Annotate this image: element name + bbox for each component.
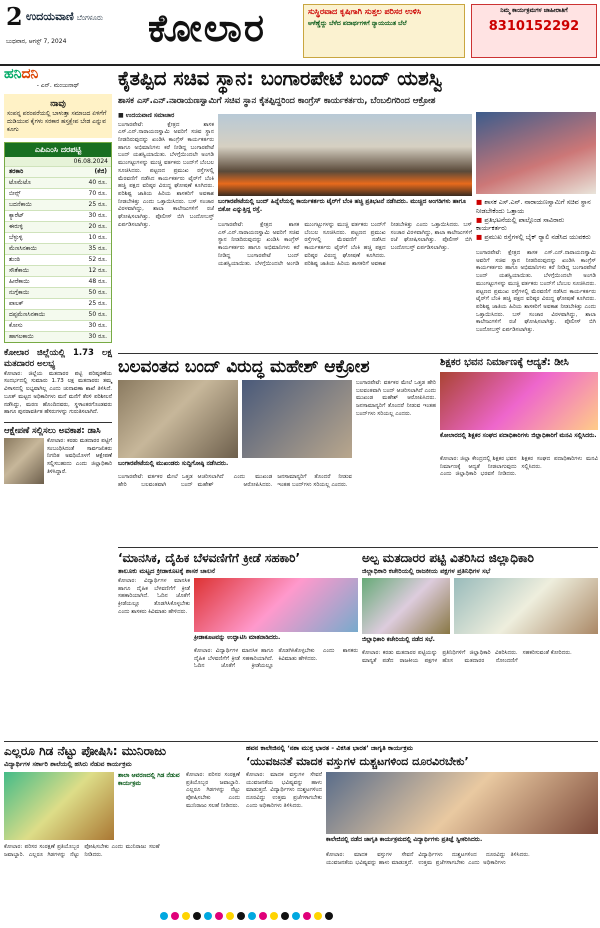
print-mark bbox=[182, 912, 190, 920]
print-mark bbox=[314, 912, 322, 920]
column-logo: ಹನಿದನಿ bbox=[4, 66, 39, 82]
left-column bbox=[4, 66, 112, 484]
rate-price: 10 ರೂ. bbox=[88, 234, 107, 242]
print-mark bbox=[325, 912, 333, 920]
rate-item: ಪಾಲಕ್ bbox=[9, 300, 24, 308]
rate-row bbox=[5, 221, 111, 232]
column-byline: - ಎನ್. ಮಂಜುನಾಥ್ bbox=[36, 82, 80, 89]
story3-caption: ಕೋಲಾರದಲ್ಲಿ ಶಿಕ್ಷಕರ ಸಂಘದ ಪದಾಧಿಕಾರಿಗಳು ಜಿಲ್ಲಾಧಿಕಾರಿಗೆ ಮನವಿ ಸಲ್ಲಿಸಿದರು. bbox=[440, 432, 597, 439]
story2-body-cont: ಬಂಗಾರಪೇಟೆ: ವರ್ತಕರ ಮೇಲೆ ಒತ್ತಡ ಹೇರಿ ಬಲವಂತವಾಗಿ ಬಂದ್ ಆಚರಿಸಲಾಗಿದೆ ಎಂದು ಮುಖಂಡ ಮಹೇಶ್ ಆರೋಪಿಸಿದರು. ಜನಸಾಮಾನ್ಯರಿಗೆ ತೊಂದರೆ ನೀಡುವ ಇಂತಹ ಬಂದ್‌ಗಳು ಸರಿಯಲ್ಲ ಎಂದರು. bbox=[118, 474, 352, 488]
objection-body: ಕೋಲಾರ: ಕರಡು ಮತದಾರರ ಪಟ್ಟಿಗೆ ಸಂಬಂಧಿಸಿದಂತೆ ಸಾರ್ವಜನಿಕರು ನಿಗದಿತ ಅವಧಿಯೊಳಗೆ ಆಕ್ಷೇಪಣೆ ಸಲ್ಲಿಸಬಹುದು ಎಂದು ಜಿಲ್ಲಾಧಿಕಾರಿ ತಿಳಿಸಿದ್ದಾರೆ. bbox=[47, 438, 112, 475]
dateline: ಬುಧವಾರ, ಆಗಸ್ಟ್ 7, 2024 bbox=[6, 38, 67, 45]
rate-price: 30 ರೂ. bbox=[88, 212, 107, 220]
story3-photo bbox=[440, 372, 598, 430]
paper-name: ಉದಯವಾಣಿ ಬೆಂಗಳೂರು bbox=[26, 10, 103, 23]
advert-tagline: ಆಳೆಣ್ಣೆದ್ದು ಬೆಳೆದ ಪದಾರ್ಥಗಳಿಗೆ ನ್ಯಾಯಯುತ ಬೆಲೆ bbox=[308, 20, 407, 27]
rate-price: 52 ರೂ. bbox=[88, 256, 107, 264]
page-number: 2 bbox=[6, 2, 23, 31]
print-mark bbox=[193, 912, 201, 920]
story3-headline: ಶಿಕ್ಷಕರ ಭವನ ನಿರ್ಮಾಣಕ್ಕೆ ಆದ್ಯತೆ: ಡೀಸಿ bbox=[440, 357, 569, 368]
rate-item: ಹೀರೆಕಾಯಿ bbox=[9, 278, 30, 286]
story6-body-side: ಕೋಲಾರ: ಪರಿಸರ ಸಂರಕ್ಷಣೆ ಪ್ರತಿಯೊಬ್ಬರ ಜವಾಬ್ದಾರಿ. ಎಲ್ಲರೂ ಗಿಡಗಳನ್ನು ನೆಟ್ಟು ಪೋಷಿಸಬೇಕು ಎಂದು ಮುನಿರಾಜು ಸಲಹೆ ನೀಡಿದರು. bbox=[186, 772, 240, 809]
voters-headline: ಕೋಲಾರ ಜಿಲ್ಲೆಯಲ್ಲಿ 1.73 ಲಕ್ಷ ಮತದಾರರ ಅಲಭ್ಯ bbox=[4, 348, 112, 369]
divider bbox=[4, 741, 598, 742]
objection-headline: ಆಕ್ಷೇಪಣೆ ಸಲ್ಲಿಸಲು ಅವಕಾಶ: ಡಾಸಿ bbox=[4, 425, 101, 436]
story7-headline: ‘ಯುವಜನತೆ ಮಾದಕ ವಸ್ತುಗಳ ದುಶ್ಚಟಗಳಿಂದ ದೂರವಿರಬೇಕು’ bbox=[246, 755, 469, 768]
rate-table-title: ಎಪಿಎಂಸಿ ದರಪಟ್ಟಿ bbox=[5, 143, 111, 157]
story6-headline: ಎಲ್ಲರೂ ಗಿಡ ನೆಟ್ಟು ಪೋಷಿಸಿ: ಮುನಿರಾಜು bbox=[4, 744, 167, 758]
story4-caption: ಕ್ರೀಡಾಕೂಟವನ್ನು ಉದ್ಘಾಟಿಸಿ ಮಾತನಾಡಿದರು. bbox=[194, 634, 281, 641]
official-photo bbox=[4, 438, 44, 484]
poem-heading: ನಾವು bbox=[50, 99, 66, 109]
divider bbox=[118, 547, 598, 548]
rate-row bbox=[5, 331, 111, 342]
story4-subhead: ತಾಲೂಕು ಮಟ್ಟದ ಕ್ರೀಡಾಕೂಟಕ್ಕೆ ಶಾಸಕ ಚಾಲನೆ bbox=[118, 567, 216, 575]
side-photo bbox=[476, 112, 596, 194]
objection-story bbox=[4, 422, 112, 484]
story5-photo bbox=[362, 578, 450, 634]
story2-photo-2 bbox=[242, 380, 352, 458]
rate-row bbox=[5, 188, 111, 199]
rate-price: 25 ರೂ. bbox=[88, 201, 107, 209]
print-mark bbox=[270, 912, 278, 920]
lead-body: ■ ಉದಯವಾಣಿ ಸಮಾಚಾರ ಬಂಗಾರಪೇಟೆ: ಕ್ಷೇತ್ರದ ಶಾಸಕ ಎಸ್.ಎನ್.ನಾರಾಯಣಸ್ವಾಮಿ ಅವರಿಗೆ ಸಚಿವ ಸ್ಥಾನ ನೀಡದಿರುವುದನ್ನು ಖಂಡಿಸಿ ಕಾಂಗ್ರೆಸ್ ಕಾರ್ಯಕರ್ತರು ಹಾಗೂ ಅಭಿಮಾನಿಗಳು ಕರೆ ನೀಡಿದ್ದ ಬಂಗಾರಪೇಟೆ ಬಂದ್ ಯಶಸ್ವಿಯಾಯಿತು. ಬೆಳಗ್ಗೆಯಿಂದಲೇ ಅಂಗಡಿ ಮುಂಗಟ್ಟುಗಳನ್ನು ಮುಚ್ಚಿ ವರ್ತಕರು ಬಂದ್‌ಗೆ ಬೆಂಬಲ ಸೂಚಿಸಿದರು. ಪಟ್ಟಣದ ಪ್ರಮುಖ ರಸ್ತೆಗಳಲ್ಲಿ ಮೆರವಣಿಗೆ ನಡೆಸಿದ ಕಾರ್ಯಕರ್ತರು ಟೈರ್‌ಗೆ ಬೆಂಕಿ ಹಚ್ಚಿ ಪಕ್ಷದ ವರಿಷ್ಠರ ವಿರುದ್ಧ ಘೋಷಣೆ ಕೂಗಿದರು. ಪರಿಶಿಷ್ಟ ಜಾತಿಯ ಹಿರಿಯ ಶಾಸಕರಿಗೆ ಅವಕಾಶ ನೀಡಬೇಕಿತ್ತು ಎಂದು ಒತ್ತಾಯಿಸಿದರು. ಬಸ್ ಸಂಚಾರ ವಿರಳವಾಗಿದ್ದು, ಶಾಲಾ ಕಾಲೇಜುಗಳಿಗೆ ರಜೆ ಘೋಷಿಸಲಾಗಿತ್ತು. ಪೊಲೀಸ್ ಬಿಗಿ ಬಂದೋಬಸ್ತ್ ಏರ್ಪಡಿಸಲಾಗಿತ್ತು. bbox=[118, 112, 214, 228]
rate-item: ನುಗ್ಗೆಕಾಯಿ bbox=[9, 289, 30, 297]
lead-side-bullets bbox=[476, 198, 596, 242]
story5-body: ಕೋಲಾರ: ಕರಡು ಮತದಾರರ ಪಟ್ಟಿಯನ್ನು ಮಾನ್ಯತೆ ಪಡೆದ ರಾಜಕೀಯ ಪಕ್ಷಗಳ ಪ್ರತಿನಿಧಿಗಳಿಗೆ ಜಿಲ್ಲಾಧಿಕಾರಿ ವಿತರಿಸಿದರು. ಹೊಸ ಮತದಾರರ ನೋಂದಣಿಗೆ ಸಹಕರಿಸುವಂತೆ ಕೋರಿದರು. bbox=[362, 650, 572, 664]
rate-item: ಸೌತೆಕಾಯಿ bbox=[9, 267, 30, 275]
story4-body: ಕೋಲಾರ: ವಿದ್ಯಾರ್ಥಿಗಳ ಮಾನಸಿಕ ಹಾಗೂ ದೈಹಿಕ ಬೆಳವಣಿಗೆಗೆ ಕ್ರೀಡೆ ಸಹಕಾರಿಯಾಗಿದೆ. ಓದಿನ ಜೊತೆಗೆ ಕ್ರೀಡೆಯಲ್ಲೂ ತೊಡಗಿಸಿಕೊಳ್ಳಬೇಕು ಎಂದು ಶಾಸಕರು ಕಿವಿಮಾತು ಹೇಳಿದರು. bbox=[118, 578, 190, 615]
rate-row bbox=[5, 232, 111, 243]
rate-price: 48 ರೂ. bbox=[88, 278, 107, 286]
story4-photo bbox=[194, 578, 358, 632]
rate-price: 30 ರೂ. bbox=[88, 322, 107, 330]
bullet-item: ■ ಪ್ರತಿಭಟನೆಯಲ್ಲಿ ಪಾಲ್ಗೊಂಡ ಸಾವಿರಾರು ಕಾರ್ಯಕರ್ತರು bbox=[476, 215, 565, 233]
lead-body-side: ಬಂಗಾರಪೇಟೆ: ಕ್ಷೇತ್ರದ ಶಾಸಕ ಎಸ್.ಎನ್.ನಾರಾಯಣಸ್ವಾಮಿ ಅವರಿಗೆ ಸಚಿವ ಸ್ಥಾನ ನೀಡದಿರುವುದನ್ನು ಖಂಡಿಸಿ ಕಾಂಗ್ರೆಸ್ ಕಾರ್ಯಕರ್ತರು ಹಾಗೂ ಅಭಿಮಾನಿಗಳು ಕರೆ ನೀಡಿದ್ದ ಬಂಗಾರಪೇಟೆ ಬಂದ್ ಯಶಸ್ವಿಯಾಯಿತು. ಬೆಳಗ್ಗೆಯಿಂದಲೇ ಅಂಗಡಿ ಮುಂಗಟ್ಟುಗಳನ್ನು ಮುಚ್ಚಿ ವರ್ತಕರು ಬಂದ್‌ಗೆ ಬೆಂಬಲ ಸೂಚಿಸಿದರು. ಪಟ್ಟಣದ ಪ್ರಮುಖ ರಸ್ತೆಗಳಲ್ಲಿ ಮೆರವಣಿಗೆ ನಡೆಸಿದ ಕಾರ್ಯಕರ್ತರು ಟೈರ್‌ಗೆ ಬೆಂಕಿ ಹಚ್ಚಿ ಪಕ್ಷದ ವರಿಷ್ಠರ ವಿರುದ್ಧ ಘೋಷಣೆ ಕೂಗಿದರು. ಪರಿಶಿಷ್ಟ ಜಾತಿಯ ಹಿರಿಯ ಶಾಸಕರಿಗೆ ಅವಕಾಶ ನೀಡಬೇಕಿತ್ತು ಎಂದು ಒತ್ತಾಯಿಸಿದರು. ಬಸ್ ಸಂಚಾರ ವಿರಳವಾಗಿದ್ದು, ಶಾಲಾ ಕಾಲೇಜುಗಳಿಗೆ ರಜೆ ಘೋಷಿಸಲಾಗಿತ್ತು. ಪೊಲೀಸ್ ಬಿಗಿ ಬಂದೋಬಸ್ತ್ ಏರ್ಪಡಿಸಲಾಗಿತ್ತು. bbox=[476, 250, 596, 334]
rate-table-date: 06.08.2024 bbox=[5, 157, 111, 166]
edition: ಬೆಂಗಳೂರು bbox=[76, 14, 103, 22]
print-mark bbox=[204, 912, 212, 920]
advert-phone: 8310152292 bbox=[488, 19, 580, 34]
rate-item: ಮೆಣಸಿನಕಾಯಿ bbox=[9, 245, 37, 253]
story4-headline: ‘ಮಾನಸಿಕ, ದೈಹಿಕ ಬೆಳವಣಿಗೆಗೆ ಕ್ರೀಡೆ ಸಹಕಾರಿ’ bbox=[118, 551, 301, 565]
story5-headline: ಅಲ್ಪ ಮತದಾರರ ಪಟ್ಟಿ ವಿತರಿಸಿದ ಜಿಲ್ಲಾಧಿಕಾರಿ bbox=[362, 551, 534, 565]
voters-body: ಕೋಲಾರ: ಜಿಲ್ಲೆಯ ಮತದಾರರ ಪಟ್ಟಿ ಪರಿಷ್ಕರಣೆಯ ಸಂದರ್ಭದಲ್ಲಿ ಸುಮಾರು 1.73 ಲಕ್ಷ ಮತದಾರರು ತಮ್ಮ ವಿಳಾಸದಲ್ಲಿ ಲಭ್ಯವಾಗಿಲ್ಲ ಎಂದು ಚುನಾವಣಾ ಶಾಖೆ ತಿಳಿಸಿದೆ. ಬೂತ್ ಮಟ್ಟದ ಅಧಿಕಾರಿಗಳು ಮನೆ ಮನೆಗೆ ತೆರಳಿ ಪರಿಶೀಲನೆ ನಡೆಸಿದ್ದು, ಮರಣ ಹೊಂದಿದವರು, ಸ್ಥಳಾಂತರಗೊಂಡವರು ಹಾಗೂ ಪುನರಾವರ್ತಿತ ಹೆಸರುಗಳನ್ನು ಗುರುತಿಸಲಾಗಿದೆ. bbox=[4, 370, 112, 416]
print-mark bbox=[171, 912, 179, 920]
rate-item: ಈರುಳ್ಳಿ bbox=[9, 223, 23, 231]
print-mark bbox=[215, 912, 223, 920]
story6-body: ಕೋಲಾರ: ಪರಿಸರ ಸಂರಕ್ಷಣೆ ಪ್ರತಿಯೊಬ್ಬರ ಜವಾಬ್ದಾರಿ. ಎಲ್ಲರೂ ಗಿಡಗಳನ್ನು ನೆಟ್ಟು ಪೋಷಿಸಬೇಕು ಎಂದು ಮುನಿರಾಜು ಸಲಹೆ ನೀಡಿದರು. bbox=[4, 844, 160, 858]
advert-headline: ಸುಸ್ಥಿರವಾದ ಕೃಷಿಗಾಗಿ ಸುತ್ತಲ ಪರಿಸರ ಉಳಿಸಿ bbox=[308, 7, 422, 16]
rate-row bbox=[5, 254, 111, 265]
print-mark bbox=[281, 912, 289, 920]
rate-price: 30 ರೂ. bbox=[88, 333, 107, 341]
rate-item: ಹಾಗಲಕಾಯಿ bbox=[9, 333, 34, 341]
rate-row bbox=[5, 210, 111, 221]
rate-row bbox=[5, 243, 111, 254]
rate-row bbox=[5, 309, 111, 320]
story2-headline: ಬಲವಂತದ ಬಂದ್ ವಿರುದ್ಧ ಮಹೇಶ್ ಆಕ್ರೋಶ bbox=[118, 357, 370, 377]
apmc-rate-table bbox=[4, 142, 112, 343]
rate-price: 35 ರೂ. bbox=[88, 245, 107, 253]
rate-price: 50 ರೂ. bbox=[88, 311, 107, 319]
print-mark bbox=[292, 912, 300, 920]
rate-row bbox=[5, 199, 111, 210]
rate-row bbox=[5, 287, 111, 298]
rate-price: 40 ರೂ. bbox=[88, 179, 107, 187]
story6-subhead: ವಿದ್ಯಾರ್ಥಿಗಳ ಸರ್ಕಾರಿ ಶಾಲೆಯಲ್ಲಿ ಹಸಿರು ನೆಡುವ ಕಾರ್ಯಕ್ರಮ bbox=[4, 760, 132, 768]
rate-item: ಕ್ಯಾರೆಟ್ bbox=[9, 212, 24, 220]
bullet-item: ■ ಪ್ರಮುಖ ರಸ್ತೆಗಳಲ್ಲಿ ಬೈಕ್ ರ್‍ಯಾಲಿ ನಡೆಸಿದ ಯುವಕರು bbox=[476, 233, 591, 242]
rate-row bbox=[5, 298, 111, 309]
print-mark bbox=[226, 912, 234, 920]
rate-row bbox=[5, 265, 111, 276]
rate-price: 50 ರೂ. bbox=[88, 289, 107, 297]
rate-row bbox=[5, 320, 111, 331]
bandh-photo bbox=[218, 114, 472, 196]
rate-price: 20 ರೂ. bbox=[88, 223, 107, 231]
advert-headline: ನಿಮ್ಮ ಕಾರ್ಯಕ್ರಮಗಳ ಜಾಹೀರಾತಿಗೆ bbox=[500, 7, 568, 14]
poem-strip bbox=[4, 94, 112, 138]
story7-body-cont: ಕೋಲಾರ: ಮಾದಕ ವಸ್ತುಗಳ ಸೇವನೆ ಯುವಜನತೆಯ ಭವಿಷ್ಯವನ್ನು ಹಾಳು ಮಾಡುತ್ತದೆ. ವಿದ್ಯಾರ್ಥಿಗಳು ದುಶ್ಚಟಗಳಿಂದ ದೂರವಿದ್ದು ಉತ್ತಮ ಪ್ರಜೆಗಳಾಗಬೇಕು ಎಂದು ಅಧಿಕಾರಿಗಳು ತಿಳಿಸಿದರು. bbox=[326, 852, 530, 866]
story6-caption: ಶಾಲಾ ಆವರಣದಲ್ಲಿ ಗಿಡ ನೆಡುವ ಕಾರ್ಯಕ್ರಮ bbox=[118, 772, 180, 787]
rate-item: ಬೆಳ್ಳುಳ್ಳಿ bbox=[9, 234, 23, 242]
story2-photo bbox=[118, 380, 238, 458]
rate-table-header: ತರಕಾರಿ (ಕೆಜಿ) bbox=[5, 166, 111, 177]
story5-photo-2 bbox=[454, 578, 598, 634]
advert-farming bbox=[303, 4, 465, 58]
story3-body: ಕೋಲಾರ: ಜಿಲ್ಲಾ ಕೇಂದ್ರದಲ್ಲಿ ಶಿಕ್ಷಕರ ಭವನ ನಿರ್ಮಾಣಕ್ಕೆ ಆದ್ಯತೆ ನೀಡಲಾಗುವುದು ಎಂದು ಜಿಲ್ಲಾಧಿಕಾರಿ ಭರವಸೆ ನೀಡಿದರು. ಶಿಕ್ಷಕರ ಸಂಘದ ಪದಾಧಿಕಾರಿಗಳು ಮನವಿ ಸಲ್ಲಿಸಿದರು. bbox=[440, 456, 598, 478]
story7-photo bbox=[326, 772, 598, 834]
print-mark bbox=[237, 912, 245, 920]
voters-story bbox=[4, 348, 112, 417]
divider bbox=[118, 353, 598, 354]
advert-contact bbox=[471, 4, 597, 58]
print-registration-marks bbox=[160, 912, 440, 922]
rate-item: ಟೊಮೆಟೊ bbox=[9, 179, 31, 187]
lead-headline: ಕೈತಪ್ಪಿದ ಸಚಿವ ಸ್ಥಾನ: ಬಂಗಾರಪೇಟೆ ಬಂದ್ ಯಶಸ್ವಿ bbox=[118, 67, 443, 90]
rate-item: ಕೋಸು bbox=[9, 322, 23, 330]
rate-price: 12 ರೂ. bbox=[88, 267, 107, 275]
rate-item: ದಪ್ಪಮೆಣಸಿನಕಾಯಿ bbox=[9, 311, 46, 319]
lead-subhead: ಶಾಸಕ ಎಸ್.ಎನ್.ನಾರಾಯಣಸ್ವಾಮಿಗೆ ಸಚಿವ ಸ್ಥಾನ ಕೈತಪ್ಪಿದ್ದರಿಂದ ಕಾಂಗ್ರೆಸ್ ಕಾರ್ಯಕರ್ತರು, ಬೆಂಬಲಿಗರಿಂದ ಆಕ್ರೋಶ bbox=[118, 96, 436, 106]
print-mark bbox=[160, 912, 168, 920]
rate-item: ಬದನೆಕಾಯಿ bbox=[9, 201, 32, 209]
poem-text: ಸಂಪನ್ನ ಪರಂಪರೆಯಲ್ಲಿ ಬಾಳುತ್ತಾ ಸಮಾಜದ ಏಳಿಗೆಗೆ ದುಡಿಯುವ ಕೈಗಳು ಸರಕಾರ ಹಸ್ತಕ್ಷೇಪ ಬೇಡ ಎನ್ನುವ ಕೂಗು bbox=[7, 110, 107, 134]
story2-caption: ಬಂಗಾರಪೇಟೆಯಲ್ಲಿ ಮುಖಂಡರು ಸುದ್ದಿಗೋಷ್ಠಿ ನಡೆಸಿದರು. bbox=[118, 460, 229, 467]
rate-item: ಶುಂಠಿ bbox=[9, 256, 21, 264]
story6-photo bbox=[4, 772, 114, 840]
bullet-item: ■ ಶಾಸಕ ಎಸ್.ಎನ್. ನಾರಾಯಣಸ್ವಾಮಿಗೆ ಸಚಿವ ಸ್ಥಾನ ನೀಡಬೇಕೆಂದು ಒತ್ತಾಯ bbox=[476, 198, 591, 215]
bandh-photo-caption: ಬಂಗಾರಪೇಟೆಯಲ್ಲಿ ಬಂದ್ ಹಿನ್ನೆಲೆಯಲ್ಲಿ ಕಾರ್ಯಕರ್ತರು ಟೈರ್‌ಗೆ ಬೆಂಕಿ ಹಚ್ಚಿ ಪ್ರತಿಭಟನೆ ನಡೆಸಿದರು. ಮುಚ್ಚಿದ ಅಂಗಡಿಗಳು ಹಾಗೂ ಬಿಕೋ ಎನ್ನುತ್ತಿದ್ದ ರಸ್ತೆ. bbox=[218, 198, 466, 213]
rate-rows bbox=[5, 177, 111, 342]
story5-subhead: ಜಿಲ್ಲಾಧಿಕಾರಿ ಕಚೇರಿಯಲ್ಲಿ ರಾಜಕೀಯ ಪಕ್ಷಗಳ ಪ್ರತಿನಿಧಿಗಳ ಸಭೆ bbox=[362, 567, 491, 575]
story7-body: ಕೋಲಾರ: ಮಾದಕ ವಸ್ತುಗಳ ಸೇವನೆ ಯುವಜನತೆಯ ಭವಿಷ್ಯವನ್ನು ಹಾಳು ಮಾಡುತ್ತದೆ. ವಿದ್ಯಾರ್ಥಿಗಳು ದುಶ್ಚಟಗಳಿಂದ ದೂರವಿದ್ದು ಉತ್ತಮ ಪ್ರಜೆಗಳಾಗಬೇಕು ಎಂದು ಅಧಿಕಾರಿಗಳು ತಿಳಿಸಿದರು. bbox=[246, 772, 322, 809]
rate-price: 70 ರೂ. bbox=[88, 190, 107, 198]
print-mark bbox=[259, 912, 267, 920]
story7-caption: ಕಾಲೇಜಿನಲ್ಲಿ ನಡೆದ ಜಾಗೃತಿ ಕಾರ್ಯಕ್ರಮದಲ್ಲಿ ವಿದ್ಯಾರ್ಥಿಗಳು ಪ್ರತಿಜ್ಞೆ ಸ್ವೀಕರಿಸಿದರು. bbox=[326, 836, 483, 843]
rate-row bbox=[5, 276, 111, 287]
print-mark bbox=[303, 912, 311, 920]
city-title: ಕೋಲಾರ bbox=[148, 6, 266, 50]
story2-body: ಬಂಗಾರಪೇಟೆ: ವರ್ತಕರ ಮೇಲೆ ಒತ್ತಡ ಹೇರಿ ಬಲವಂತವಾಗಿ ಬಂದ್ ಆಚರಿಸಲಾಗಿದೆ ಎಂದು ಮುಖಂಡ ಮಹೇಶ್ ಆರೋಪಿಸಿದರು. ಜನಸಾಮಾನ್ಯರಿಗೆ ತೊಂದರೆ ನೀಡುವ ಇಂತಹ ಬಂದ್‌ಗಳು ಸರಿಯಲ್ಲ ಎಂದರು. bbox=[356, 380, 436, 417]
story5-caption: ಜಿಲ್ಲಾಧಿಕಾರಿ ಕಚೇರಿಯಲ್ಲಿ ನಡೆದ ಸಭೆ. bbox=[362, 636, 435, 643]
story7-kicker: ಹವನ ಕಾಲೇಜಿನಲ್ಲಿ ‘ನಶಾ ಮುಕ್ತ ಭಾರತ - ವಿಕಸಿತ ಭಾರತ’ ಜಾಗೃತಿ ಕಾರ್ಯಕ್ರಮ bbox=[246, 744, 413, 752]
rate-price: 25 ರೂ. bbox=[88, 300, 107, 308]
story4-body-cont: ಕೋಲಾರ: ವಿದ್ಯಾರ್ಥಿಗಳ ಮಾನಸಿಕ ಹಾಗೂ ದೈಹಿಕ ಬೆಳವಣಿಗೆಗೆ ಕ್ರೀಡೆ ಸಹಕಾರಿಯಾಗಿದೆ. ಓದಿನ ಜೊತೆಗೆ ಕ್ರೀಡೆಯಲ್ಲೂ ತೊಡಗಿಸಿಕೊಳ್ಳಬೇಕು ಎಂದು ಶಾಸಕರು ಕಿವಿಮಾತು ಹೇಳಿದರು. bbox=[194, 648, 358, 670]
print-mark bbox=[248, 912, 256, 920]
rate-row bbox=[5, 177, 111, 188]
rate-item: ಬೀನ್ಸ್ bbox=[9, 190, 21, 198]
lead-body-cont: ಬಂಗಾರಪೇಟೆ: ಕ್ಷೇತ್ರದ ಶಾಸಕ ಎಸ್.ಎನ್.ನಾರಾಯಣಸ್ವಾಮಿ ಅವರಿಗೆ ಸಚಿವ ಸ್ಥಾನ ನೀಡದಿರುವುದನ್ನು ಖಂಡಿಸಿ ಕಾಂಗ್ರೆಸ್ ಕಾರ್ಯಕರ್ತರು ಹಾಗೂ ಅಭಿಮಾನಿಗಳು ಕರೆ ನೀಡಿದ್ದ ಬಂಗಾರಪೇಟೆ ಬಂದ್ ಯಶಸ್ವಿಯಾಯಿತು. ಬೆಳಗ್ಗೆಯಿಂದಲೇ ಅಂಗಡಿ ಮುಂಗಟ್ಟುಗಳನ್ನು ಮುಚ್ಚಿ ವರ್ತಕರು ಬಂದ್‌ಗೆ ಬೆಂಬಲ ಸೂಚಿಸಿದರು. ಪಟ್ಟಣದ ಪ್ರಮುಖ ರಸ್ತೆಗಳಲ್ಲಿ ಮೆರವಣಿಗೆ ನಡೆಸಿದ ಕಾರ್ಯಕರ್ತರು ಟೈರ್‌ಗೆ ಬೆಂಕಿ ಹಚ್ಚಿ ಪಕ್ಷದ ವರಿಷ್ಠರ ವಿರುದ್ಧ ಘೋಷಣೆ ಕೂಗಿದರು. ಪರಿಶಿಷ್ಟ ಜಾತಿಯ ಹಿರಿಯ ಶಾಸಕರಿಗೆ ಅವಕಾಶ ನೀಡಬೇಕಿತ್ತು ಎಂದು ಒತ್ತಾಯಿಸಿದರು. ಬಸ್ ಸಂಚಾರ ವಿರಳವಾಗಿದ್ದು, ಶಾಲಾ ಕಾಲೇಜುಗಳಿಗೆ ರಜೆ ಘೋಷಿಸಲಾಗಿತ್ತು. ಪೊಲೀಸ್ ಬಿಗಿ ಬಂದೋಬಸ್ತ್ ಏರ್ಪಡಿಸಲಾಗಿತ್ತು. bbox=[218, 222, 472, 267]
